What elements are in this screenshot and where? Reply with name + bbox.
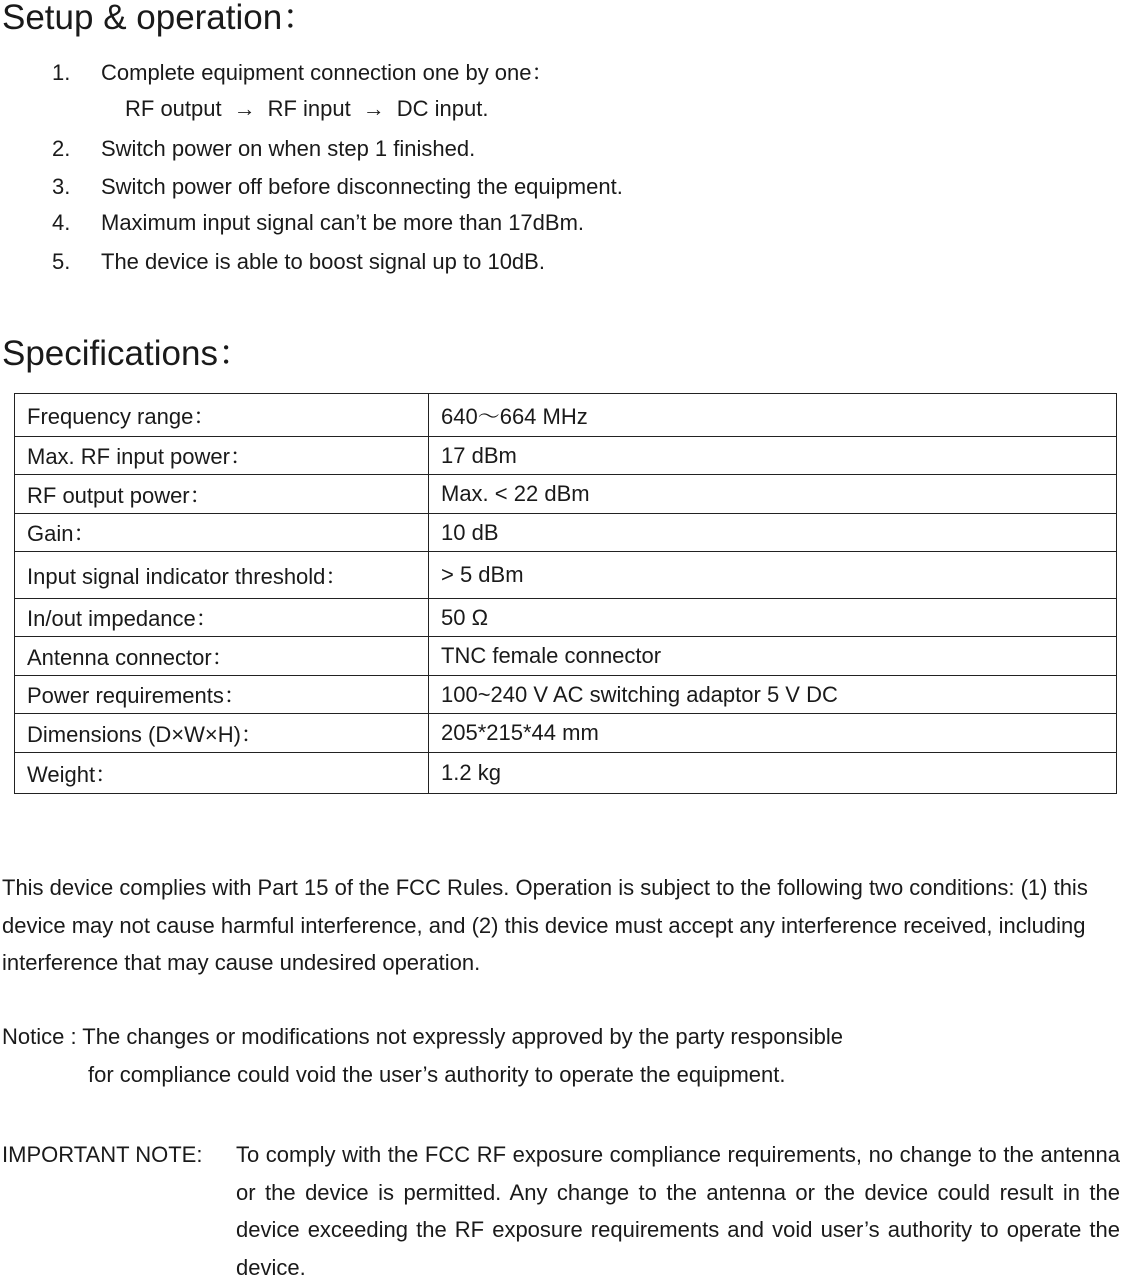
spec-label: Weight：: [15, 753, 429, 794]
step-text: Switch power off before disconnecting the equipment.: [101, 174, 623, 199]
step-number: 3.: [52, 174, 71, 199]
connection-flow: [125, 96, 488, 122]
spec-value: 205*215*44 mm: [429, 714, 1117, 753]
specifications-table: [14, 393, 1117, 794]
flow-step-dc-input: DC input.: [396, 96, 489, 121]
spec-value: 100~240 V AC switching adaptor 5 V DC: [429, 676, 1117, 714]
notice-paragraph: [2, 1018, 1120, 1093]
important-note-text: To comply with the FCC RF exposure compliance requirements, no change to the antenna or the device is permitted. Any change to the antenna or the device could result in the device exceeding the RF exposure requirements and void user’s authority to operate the device.: [236, 1142, 1120, 1280]
spec-label: Dimensions (D×W×H)：: [15, 714, 429, 753]
step-number: 2.: [52, 136, 71, 161]
table-row: [15, 714, 1117, 753]
table-row: [15, 437, 1117, 475]
table-row: [15, 475, 1117, 514]
table-row: [15, 637, 1117, 676]
spec-value: 17 dBm: [429, 437, 1117, 475]
notice-line-1: Notice : The changes or modifications not expressly approved by the party responsible: [2, 1024, 843, 1049]
spec-label: Antenna connector：: [15, 637, 429, 676]
spec-label: Frequency range：: [15, 394, 429, 437]
flow-step-rf-output: RF output: [125, 96, 222, 121]
step-text: Maximum input signal can’t be more than 17dBm.: [101, 210, 585, 235]
notice-line-2: for compliance could void the user’s authority to operate the equipment.: [88, 1061, 786, 1087]
spec-label: Input signal indicator threshold：: [15, 552, 429, 599]
specifications-heading: Specifications：: [2, 334, 253, 373]
important-note-label: IMPORTANT NOTE:: [2, 1142, 203, 1167]
flow-step-rf-input: RF input: [267, 96, 351, 121]
right-arrow-icon: →: [233, 96, 256, 121]
step-number: 4.: [52, 210, 71, 235]
table-row: [15, 676, 1117, 714]
spec-value: 640～664 MHz: [429, 394, 1117, 437]
spec-value: 10 dB: [429, 514, 1117, 552]
spec-label: Power requirements：: [15, 676, 429, 714]
spec-value: 1.2 kg: [429, 753, 1117, 794]
spec-label: Max. RF input power：: [15, 437, 429, 475]
spec-value: 50 Ω: [429, 599, 1117, 637]
table-row: [15, 753, 1117, 794]
spec-value: TNC female connector: [429, 637, 1117, 676]
table-row: [15, 599, 1117, 637]
table-row: [15, 514, 1117, 552]
spec-label: Gain：: [15, 514, 429, 552]
right-arrow-icon: →: [362, 96, 385, 121]
step-text: Complete equipment connection one by one：: [101, 60, 554, 85]
table-row: [15, 552, 1117, 599]
table-row: [15, 394, 1117, 437]
fcc-compliance-statement: This device complies with Part 15 of the FCC Rules. Operation is subject to the following two conditions: (1) this device may not cause harmful interference, and (2) this device must accept any interference received, including interference that may cause undesired operation.: [2, 875, 1088, 975]
setup-heading: Setup & operation：: [2, 0, 318, 37]
step-text: The device is able to boost signal up to 10dB.: [101, 249, 545, 274]
spec-value: > 5 dBm: [429, 552, 1117, 599]
spec-value: Max. < 22 dBm: [429, 475, 1117, 514]
spec-label: In/out impedance：: [15, 599, 429, 637]
step-text: Switch power on when step 1 finished.: [101, 136, 476, 161]
spec-label: RF output power：: [15, 475, 429, 514]
step-number: 5.: [52, 249, 71, 274]
step-number: 1.: [52, 60, 71, 85]
